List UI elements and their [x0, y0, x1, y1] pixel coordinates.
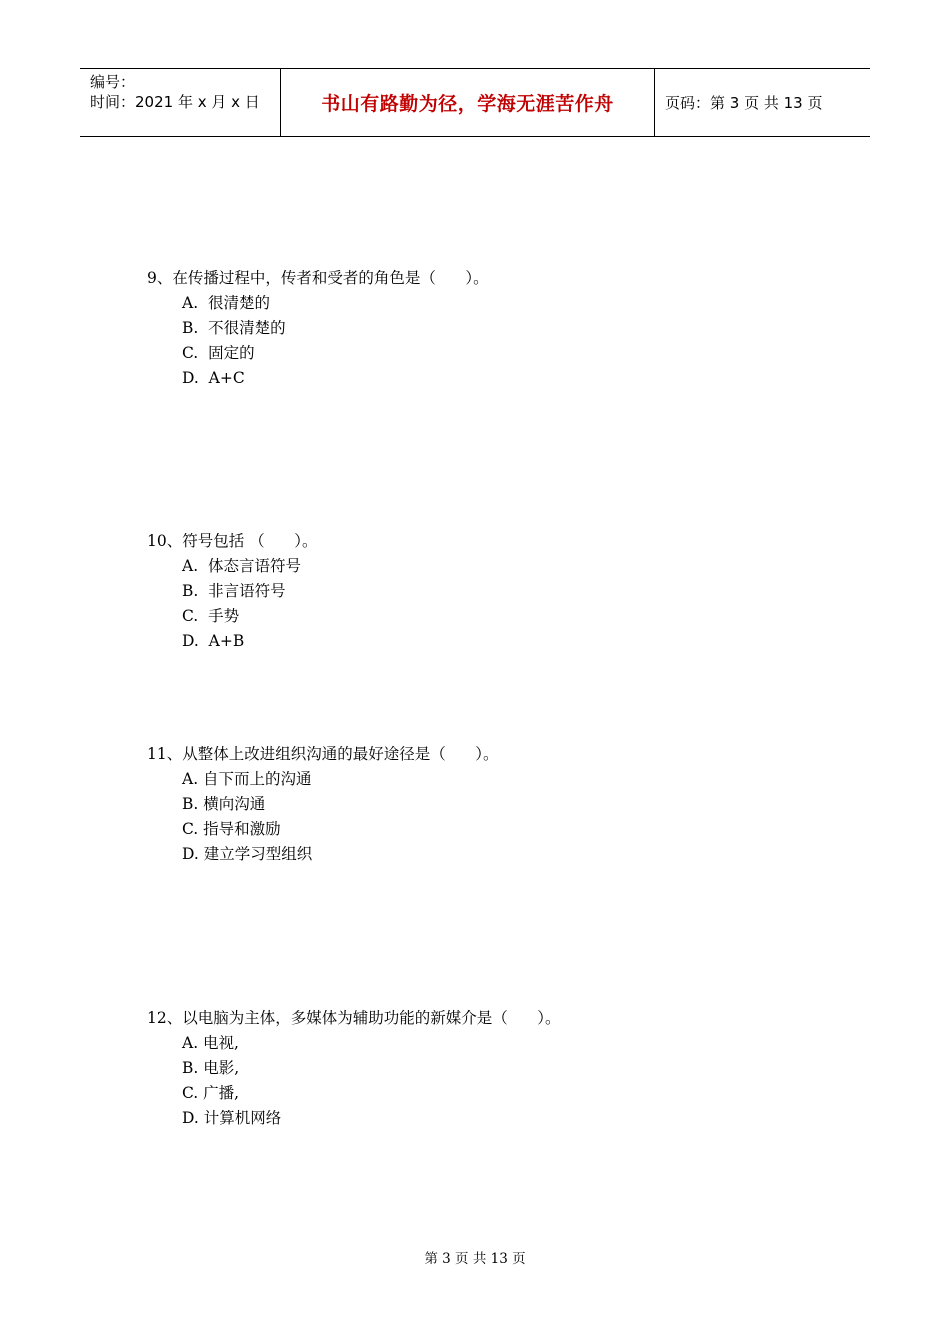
question-10 [147, 529, 317, 654]
question-9 [147, 266, 489, 391]
page-footer: 第 3 页 共 13 页 [424, 1251, 526, 1267]
document-number-label: 编号： [90, 73, 136, 91]
option-d: D. A+B [182, 632, 245, 650]
option-b: B. 不很清楚的 [182, 319, 286, 337]
question-text: 12、以电脑为主体，多媒体为辅助功能的新媒介是（ ）。 [147, 1009, 561, 1027]
document-time-label: 时间：2021 年 x 月 x 日 [90, 93, 260, 111]
option-d: D. 建立学习型组织 [182, 845, 313, 863]
header-meta [80, 69, 281, 136]
question-text: 9、在传播过程中，传者和受者的角色是（ ）。 [147, 269, 489, 287]
question-text: 11、从整体上改进组织沟通的最好途径是（ ）。 [147, 745, 499, 763]
option-a: A. 体态言语符号 [182, 557, 301, 575]
option-b: B. 横向沟通 [182, 795, 266, 813]
option-c: C. 广播, [182, 1084, 240, 1102]
option-c: C. 指导和激励 [182, 820, 281, 838]
option-c: C. 手势 [182, 607, 240, 625]
option-d: D. A+C [182, 369, 245, 387]
option-c: C. 固定的 [182, 344, 255, 362]
header-motto: 书山有路勤为径，学海无涯苦作舟 [321, 93, 614, 115]
question-text: 10、符号包括 （ ）。 [147, 532, 318, 550]
header-page-info: 页码：第 3 页 共 13 页 [665, 94, 823, 112]
question-11 [147, 742, 499, 867]
option-a: A. 自下而上的沟通 [182, 770, 312, 788]
page-header [80, 68, 870, 137]
option-d: D. 计算机网络 [182, 1109, 282, 1127]
option-b: B. 非言语符号 [182, 582, 286, 600]
option-a: A. 电视, [182, 1034, 239, 1052]
header-page-cell [655, 69, 870, 136]
option-a: A. 很清楚的 [182, 294, 270, 312]
question-12 [147, 1006, 561, 1131]
option-b: B. 电影, [182, 1059, 240, 1077]
header-motto-cell [281, 69, 655, 136]
